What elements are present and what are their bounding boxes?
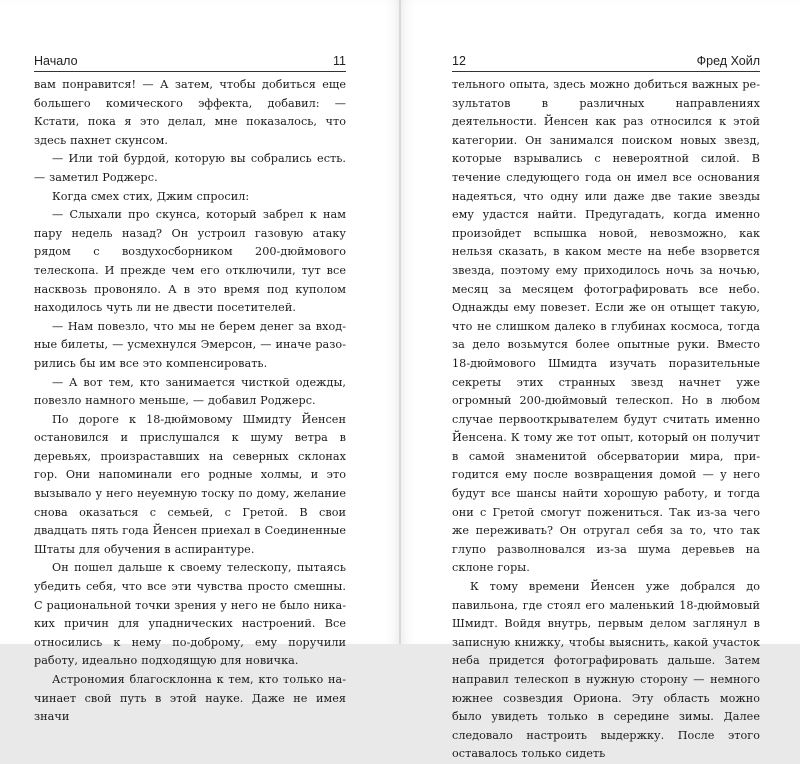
- right-page-body: [452, 76, 760, 764]
- paragraph: — Или той бурдой, которую вы собрались есть. — заметил Роджерс.: [34, 152, 346, 184]
- running-head: Начало: [34, 54, 78, 68]
- paragraph: — Слыхали про скунса, который забрел к нам пару недель назад? Он устроил газовую атаку рядом с воздухосборником 200-дюймового телескопа. И прежде чем его отключили, тут все насквозь провоняло. А в это время под куполом находилось чуть ли не двести посетителей.: [34, 208, 346, 315]
- right-page-header: [452, 54, 760, 72]
- page-number: 12: [452, 54, 466, 68]
- left-page-header: [34, 54, 346, 72]
- book-gutter: [399, 0, 401, 644]
- paragraph: Он пошел дальше к своему телескопу, пытаясь убедить себя, что все эти чувства просто смешны. С рациональной точки зрения у него не было никаких причин для упаднических настроений. Все относились к нему по-доброму, ему поручили работу, идеально подходящую для новичка.: [34, 561, 346, 668]
- left-page: [0, 0, 400, 724]
- paragraph: По дороге к 18-дюймовому Шмидту Йенсен остановился и прислушался к шуму ветра в деревьях, произраставших на северных склонах гор. Они напоминали его родные холмы, и это вызывало у него неуемную тоску по дому, желание снова оказаться с семьей, с Гретой. В свои двадцать пять года Йенсен приехал в Соединенные Штаты для обучения в аспирантуре.: [34, 412, 346, 556]
- paragraph: К тому времени Йенсен уже добрался до павильона, где стоял его маленький 18-дюймовый Шмидт. Войдя внутрь, первым делом заглянул в записную книжку, чтобы выяснить, какой участок неба придется фотографировать дальше. Затем направил телескоп в нужную сторону — немного южнее созвездия Ориона. Эту область можно было увидеть только в середине зимы. Далее следовало настроить выдержку. После этого оставалось только сидеть: [452, 580, 760, 761]
- paragraph: тельного опыта, здесь можно добиться важных результатов в различных направлениях деятельности. Йенсен как раз относился к этой категории. Он занимался поиском новых звезд, которые взрывались с невероятной силой. В течение следующего года он имел все основания надеяться, что одну или даже две такие звезды ему удастся найти. Предугадать, когда именно произойдет вспышка новой, невозможно, как нельзя сказать, в каком месте на небе взорвется звезда, поэтому ему приходилось ночь за ночью, месяц за месяцем фотографировать все небо. Однажды ему повезет. Если же он отыщет такую, что не слишком далеко в глубинах космоса, тогда за дело возьмутся более опытные руки. Вместо 18-дюймового Шмидта изучать поразительные секреты этих странных звезд начнет уже огромный 200-дюймовый телескоп. Но в любом случае первооткрывателем будут считать именно Йенсена. К тому же тот опыт, который он получит в самой знаменитой обсерватории мира, пригодится ему после возвращения домой — у него будут все шансы найти хорошую работу, и тогда они с Гретой смогут пожениться. Так из-за чего же переживать? Он отругал себя за то, что так глупо разволновался из-за шума деревьев на склоне горы.: [452, 78, 760, 575]
- paragraph: — Нам повезло, что мы не берем денег за входные билеты, — усмехнулся Эмерсон, — иначе разорились бы им все это компенсировать.: [34, 319, 346, 370]
- running-head: Фред Хойл: [696, 54, 760, 68]
- paragraph: — А вот тем, кто занимается чисткой одежды, повезло намного меньше, — добавил Роджерс.: [34, 375, 346, 408]
- paragraph: вам понравится! — А затем, чтобы добиться еще большего комического эффекта, добавил: — Кстати, пока я это делал, мне показалось, что здесь пахнет скунсом.: [34, 78, 346, 147]
- paragraph: Когда смех стих, Джим спросил:: [52, 189, 250, 203]
- paragraph: Астрономия благосклонна к тем, кто только начинает свой путь в этой науке. Даже не имея значи: [34, 673, 346, 724]
- right-page: [400, 0, 800, 761]
- left-page-body: [34, 76, 346, 727]
- page-number: 11: [333, 54, 346, 68]
